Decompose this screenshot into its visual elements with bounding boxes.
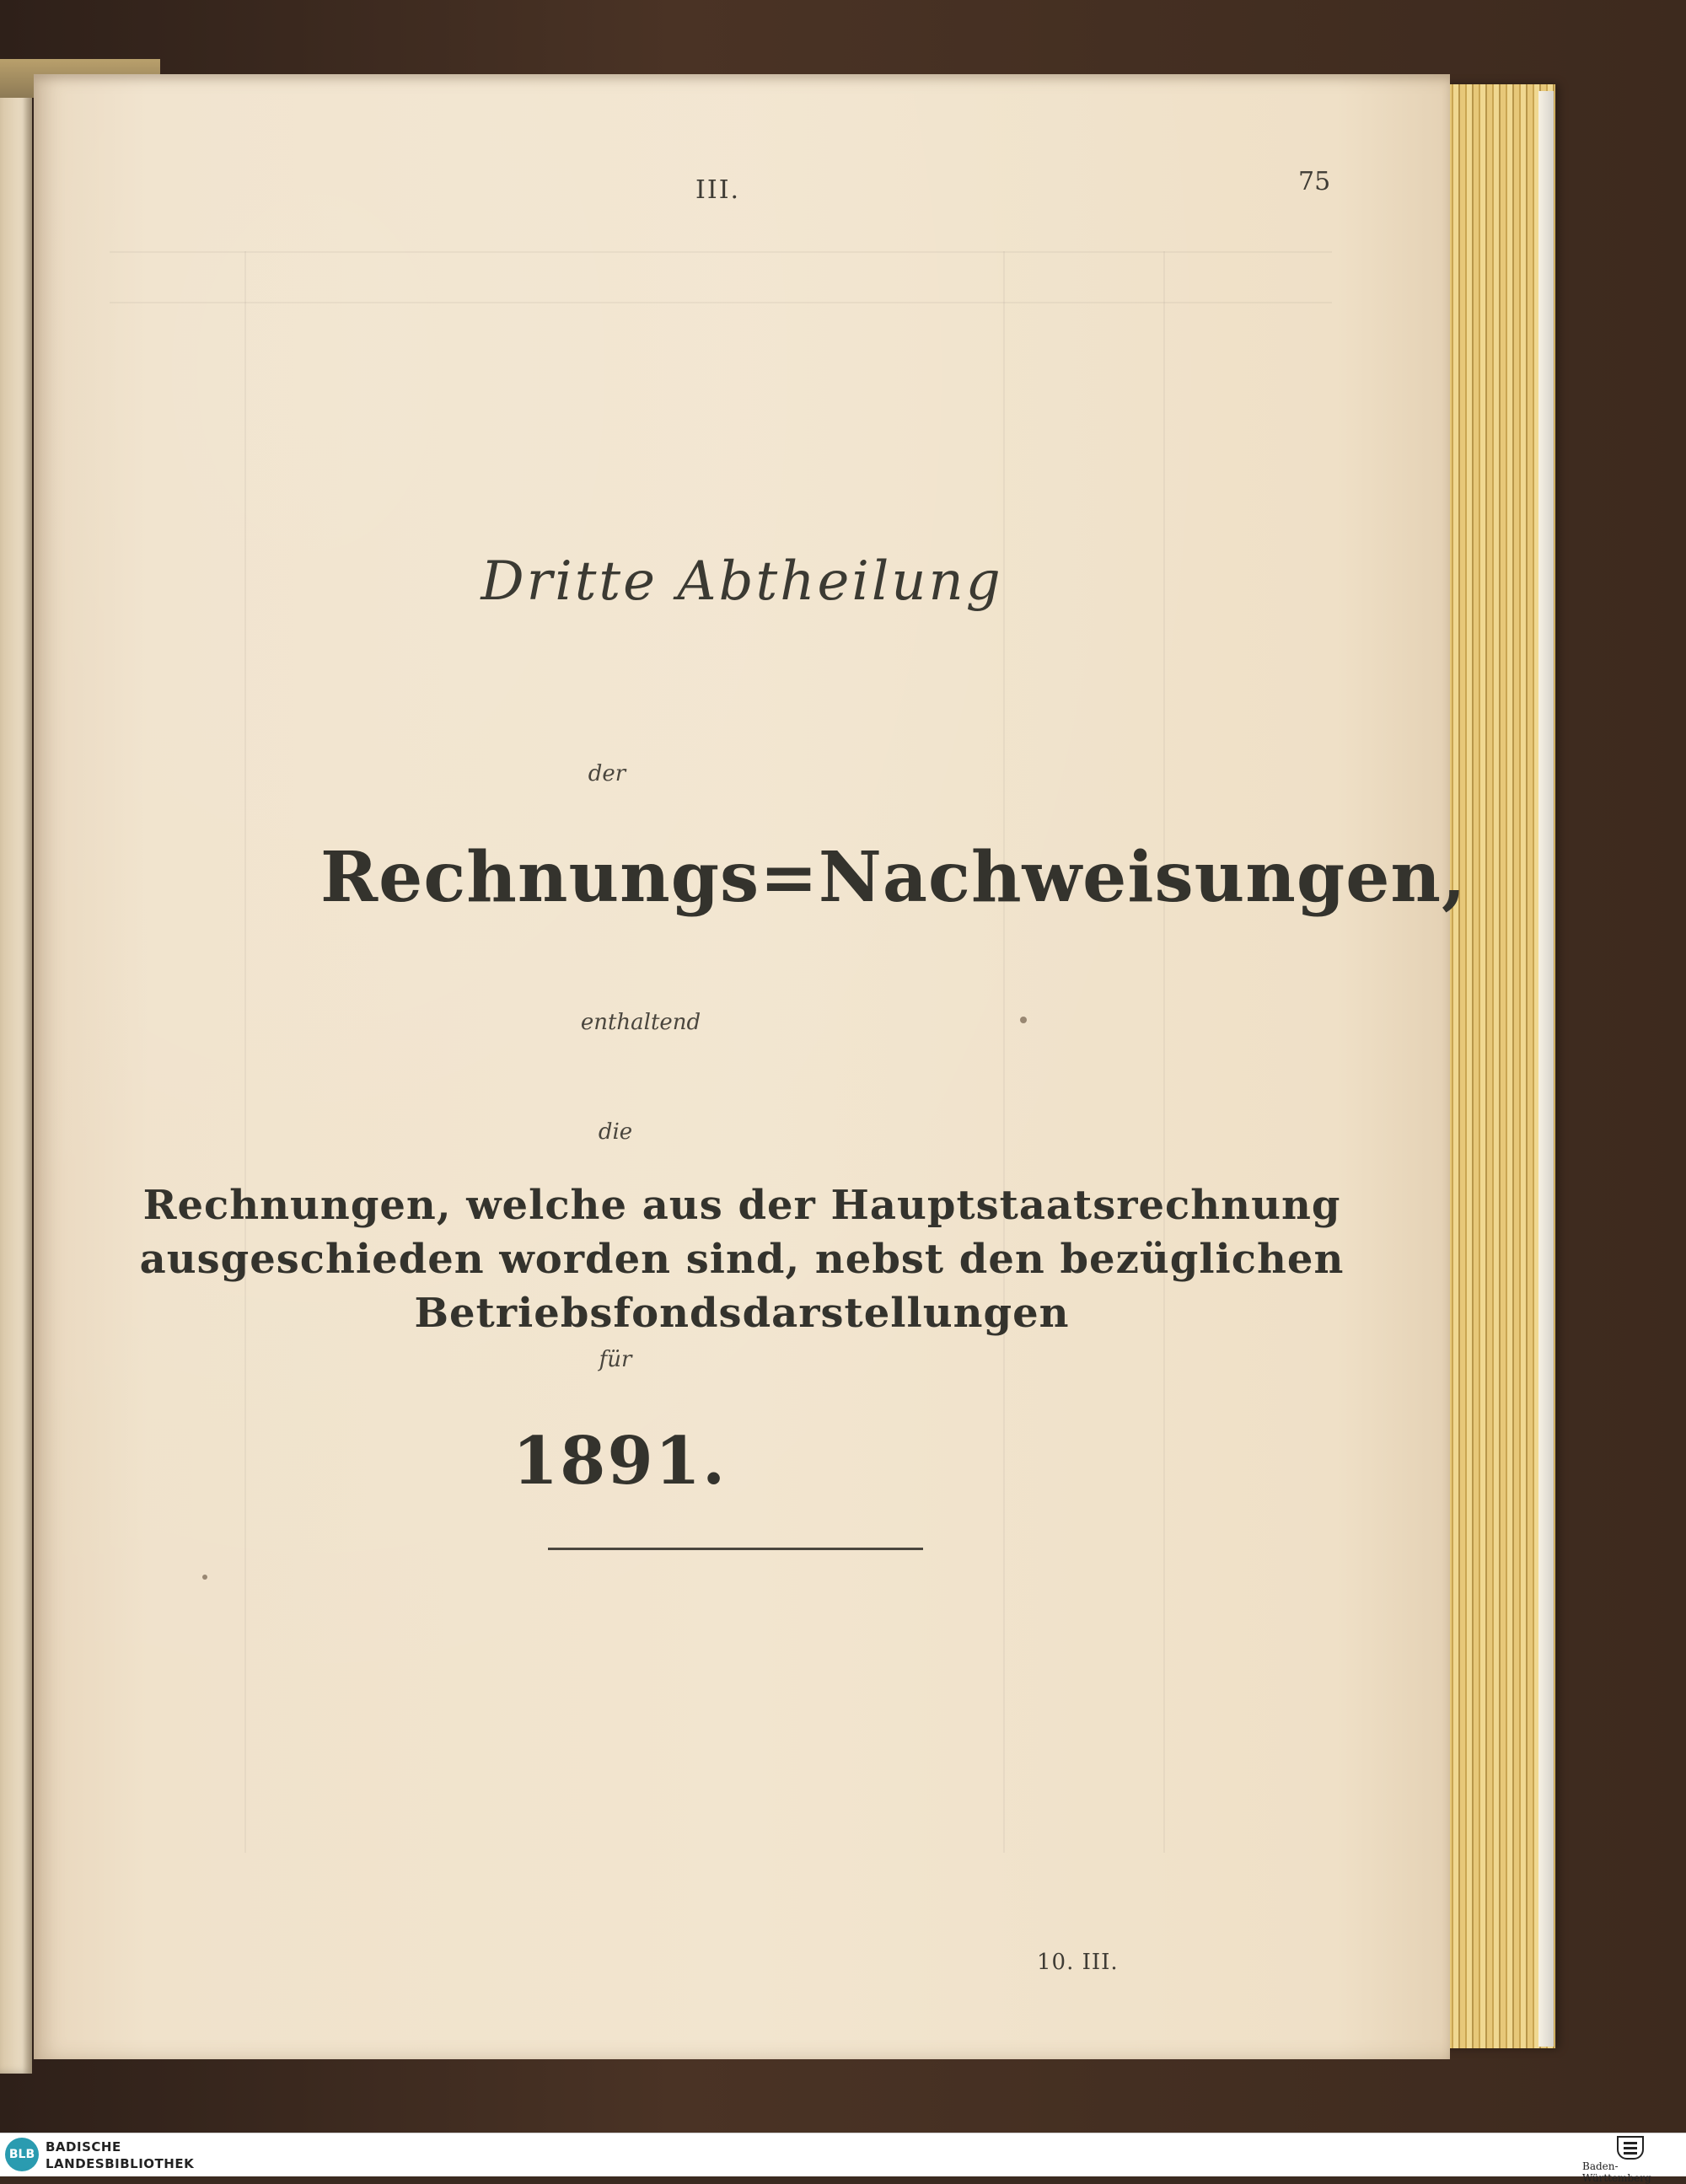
- library-logo[interactable]: BLB: [5, 2138, 39, 2171]
- connector-der: der: [588, 761, 626, 786]
- library-name: [46, 2138, 194, 2172]
- heading: Dritte Abtheilung: [481, 550, 1003, 613]
- horizontal-rule: [548, 1548, 923, 1550]
- library-name-line-2: LANDESBIBLIOTHEK: [46, 2156, 195, 2171]
- paper-spot: [1020, 1017, 1027, 1023]
- show-through-line: [244, 251, 246, 1853]
- inner-page-edge: [1538, 91, 1554, 2047]
- connector-die: die: [598, 1119, 633, 1145]
- show-through-line: [110, 251, 1332, 253]
- previous-page-edge: [0, 67, 32, 2074]
- show-through-line: [1163, 251, 1165, 1853]
- section-number: III.: [695, 175, 741, 205]
- subtitle: Rechnungen, welche aus der Hauptstaatsrechnung ausgeschieden worden sind, nebst den bezüglichen Betriebsfondsdarstellungen: [139, 1182, 1345, 1337]
- show-through-line: [110, 302, 1332, 303]
- year: 1891.: [512, 1423, 728, 1500]
- footer-bar: [0, 2133, 1686, 2184]
- page-edges: [1433, 84, 1555, 2048]
- title-page: [34, 74, 1467, 2059]
- connector-fuer: für: [599, 1347, 632, 1372]
- paper-spot: [202, 1575, 207, 1580]
- page-number: 75: [1298, 167, 1331, 196]
- connector-enthaltend: enthaltend: [580, 1010, 701, 1035]
- state-crest-icon: [1617, 2136, 1644, 2160]
- state-label: Baden-Württemberg: [1582, 2160, 1651, 2184]
- printer-signature: 10. III.: [1037, 1950, 1119, 1975]
- show-through-line: [1003, 251, 1005, 1853]
- library-name-line-1: BADISCHE: [46, 2139, 121, 2154]
- main-title: Rechnungs=Nachweisungen,: [320, 837, 1467, 918]
